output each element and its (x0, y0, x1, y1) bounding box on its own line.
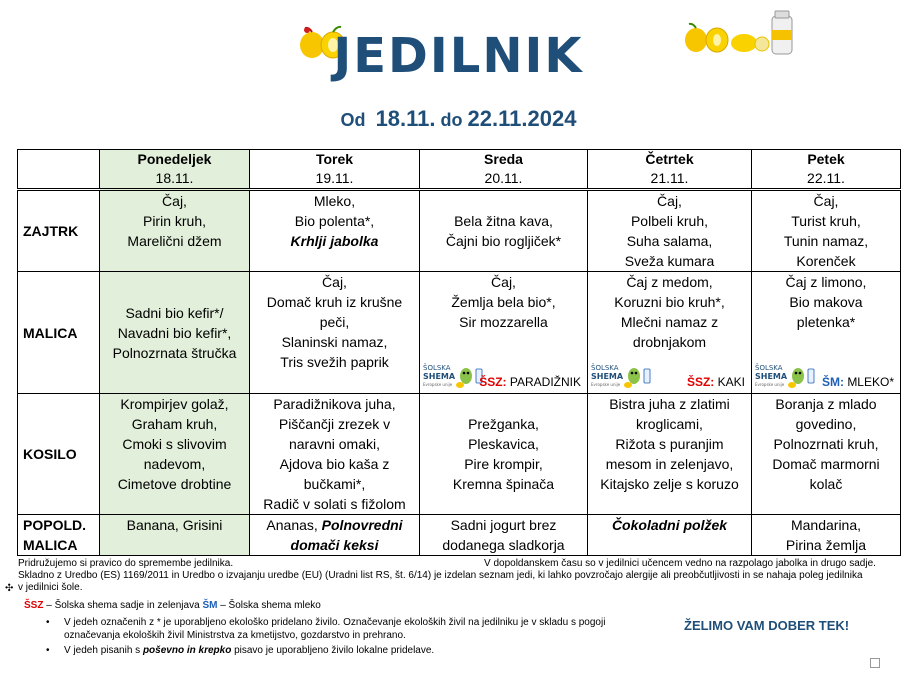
food-item: Mlečni namaz z (620, 314, 719, 330)
food-item: Polnozrnata štručka (112, 344, 237, 361)
food-item: Pleskavica, (468, 436, 539, 452)
food-item: peči, (319, 314, 350, 330)
badge-label (822, 375, 894, 389)
cell-malica-wed (420, 272, 588, 394)
food-item: Rižota s puranjim (615, 436, 724, 452)
day-header-tuesday (250, 150, 420, 190)
corner-cell (18, 150, 100, 190)
cell-malica-mon (100, 272, 250, 394)
from-date: 18.11. (375, 106, 436, 131)
school-scheme-logo-icon (422, 361, 484, 391)
badge-code: ŠSZ: (686, 375, 715, 389)
day-header-wednesday (420, 150, 588, 190)
food-item: Prežganka, (468, 416, 539, 432)
food-item: Krompirjev golaž, (120, 396, 229, 412)
cell-malica-thu (588, 272, 752, 394)
food-item: Marelični džem (127, 233, 222, 249)
food-item: Sadni bio kefir*/ (125, 304, 224, 321)
cell-zajtrk-thu (588, 190, 752, 272)
legend-sm-code: ŠM (202, 600, 218, 611)
note-allergens-cont: v jedilnici šole. (18, 582, 83, 593)
food-item: mesom in zelenjavo, (605, 456, 734, 472)
food-item: Sir mozzarella (459, 314, 548, 330)
cell-kosilo-tue (250, 394, 420, 515)
date-range (0, 106, 917, 132)
food-item: Boranja z mlado (775, 396, 877, 412)
food-item: Čajni bio rogljiček* (445, 233, 562, 249)
badge-code: ŠSZ: (479, 375, 507, 389)
badge-item: KAKI (717, 375, 745, 389)
logo-line3: Evropske unije (423, 382, 453, 387)
school-scheme-logo-icon (590, 361, 652, 391)
food-item: pletenka* (796, 314, 856, 330)
food-item-local: Polnovredni (321, 517, 403, 533)
move-handle-icon[interactable]: ✣ (5, 583, 14, 594)
food-item: Čaj, (657, 193, 682, 209)
note-changes: Pridružujemo si pravico do spremembe jedilnika. (18, 558, 234, 569)
cell-popold-fri (752, 515, 901, 556)
badge-label (479, 375, 581, 389)
food-item: Bio makova (789, 294, 863, 310)
logo-line3: Evropske unije (591, 382, 621, 387)
bullet-organic: • V jedeh označenih z * je uporabljeno ekološko pridelano živilo. Označevanje ekoloških živil na jedilniku je v skladu s pogoji označevanja ekoloških živil Ministrstva za kmetijstvo, gozdarstvo in prehrano. (46, 616, 646, 642)
note-allergens: Skladno z Uredbo (ES) 1169/2011 in Uredbo o izvajanju uredbe (EU) (Uradni list RS, št. 6/14) je izdelan seznam jedi, ki lahko povzročajo alergije ali preobčutljivosti in se nahaja poleg jedilnika (18, 570, 863, 581)
food-item: Pirina žemlja (785, 537, 867, 553)
day-header-thursday (588, 150, 752, 190)
food-item: Korenček (796, 253, 856, 269)
cell-kosilo-fri (752, 394, 901, 515)
food-item: Pire krompir, (464, 456, 543, 472)
day-date: 19.11. (315, 170, 354, 186)
cell-popold-wed (420, 515, 588, 556)
bullet-local (46, 644, 646, 657)
food-item-local: Čokoladni polžek (611, 517, 728, 533)
day-date: 21.11. (650, 170, 689, 186)
day-name: Torek (315, 151, 354, 167)
food-item: Čaj, (322, 274, 347, 290)
logo-line2: SHEMA (591, 372, 624, 381)
food-item (252, 515, 417, 535)
day-date: 18.11. (155, 170, 194, 186)
bullet-local-bold: poševno in krepko (142, 645, 232, 656)
row-kosilo (18, 394, 901, 515)
food-item: Mandarina, (790, 517, 862, 533)
note-fruit: V dopoldanskem času so v jedilnici učencem vedno na razpolago jabolka in drugo sadje. (484, 558, 876, 569)
row-label: ZAJTRK (18, 190, 100, 272)
food-item: Cimetove drobtine (117, 476, 232, 492)
row-label (18, 515, 100, 556)
logo-line1: ŠOLSKA (591, 364, 619, 372)
food-item: drobnjakom (632, 334, 707, 350)
food-item: Čaj, (813, 193, 839, 209)
food-item: govedino, (795, 416, 857, 432)
food-item: Čaj z medom, (626, 274, 713, 290)
to-label: do (440, 110, 463, 130)
logo-line3: Evropske unije (755, 382, 785, 387)
cell-zajtrk-mon (100, 190, 250, 272)
cell-kosilo-wed (420, 394, 588, 515)
menu-table (17, 149, 901, 556)
food-item: naravni omaki, (288, 436, 381, 452)
cell-zajtrk-fri (752, 190, 901, 272)
food-item: Bela žitna kava, (454, 213, 553, 229)
legend-sm-text: – Šolska shema mleko (217, 600, 321, 611)
food-item: kroglicami, (636, 416, 703, 432)
food-item: Bio polenta*, (294, 213, 375, 229)
logo-line2: SHEMA (755, 372, 788, 381)
food-item: Čaj, (491, 274, 516, 290)
badge-item: MLEKO* (847, 375, 894, 389)
cell-popold-tue (250, 515, 420, 556)
day-date: 20.11. (484, 170, 523, 186)
food-item: Turist kruh, (791, 213, 861, 229)
food-item: Kitajsko zelje s koruzo (600, 476, 739, 492)
logo-line1: ŠOLSKA (755, 364, 783, 372)
row-label: KOSILO (18, 394, 100, 515)
food-item: Tunin namaz, (783, 233, 869, 249)
food-item: Suha salama, (626, 233, 713, 249)
day-name: Ponedeljek (137, 151, 212, 167)
food-item: Paradižnikova juha, (273, 396, 396, 412)
school-scheme-badge (588, 363, 751, 391)
food-item: kolač (809, 476, 843, 492)
food-item: Tris svežih paprik (280, 354, 389, 370)
food-item: Slaninski namaz, (281, 334, 388, 350)
food-item: Domač kruh iz krušne (266, 294, 403, 310)
food-item: Pirin kruh, (142, 213, 207, 229)
cell-malica-fri (752, 272, 901, 394)
day-header-monday (100, 150, 250, 190)
row-popoldanska-malica (18, 515, 901, 556)
food-item: Žemlja bela bio*, (451, 294, 556, 310)
bullet-local-post: pisavo je uporabljeno živilo lokalne pridelave. (231, 645, 435, 656)
badge-label (687, 375, 745, 389)
school-scheme-badge (420, 363, 587, 391)
school-scheme-badge (752, 363, 900, 391)
legend (24, 600, 321, 612)
row-label: MALICA (18, 272, 100, 394)
cell-kosilo-thu (588, 394, 752, 515)
day-name: Sreda (484, 151, 523, 167)
food-item: Polnozrnati kruh, (773, 436, 879, 452)
food-item: Banana, Grisini (126, 517, 223, 533)
bullet-list (46, 616, 646, 659)
to-date: 22.11.2024 (467, 106, 577, 131)
food-item: Čaj, (162, 193, 187, 209)
food-item: Piščančji zrezek v (278, 416, 391, 432)
row-label-line: MALICA (23, 537, 78, 553)
food-item: Koruzni bio kruh*, (614, 294, 725, 310)
badge-code: ŠM: (821, 375, 844, 389)
food-item: Graham kruh, (131, 416, 218, 432)
header-row (18, 150, 901, 190)
food-item-local: Krhlji jabolka (290, 233, 379, 249)
cell-popold-mon (100, 515, 250, 556)
school-scheme-logo-icon (754, 361, 816, 391)
cell-popold-thu (588, 515, 752, 556)
cell-malica-tue (250, 272, 420, 394)
logo-line1: ŠOLSKA (423, 364, 451, 372)
food-item-plain: Ananas, (266, 517, 318, 533)
food-item: Cmoki s slivovim (122, 436, 227, 452)
food-item: Polbeli kruh, (630, 213, 709, 229)
logo-line2: SHEMA (423, 372, 456, 381)
food-item: Radič v solati s fižolom (263, 496, 406, 512)
legend-ssz-text: – Šolska shema sadje in zelenjava (43, 600, 203, 611)
enjoy-message: ŽELIMO VAM DOBER TEK! (684, 618, 850, 633)
food-item: bučkami*, (303, 476, 366, 492)
page-title: JEDILNIK (333, 28, 584, 84)
food-item-local: domači keksi (290, 537, 379, 553)
food-item: nadevom, (143, 456, 206, 472)
cell-zajtrk-tue (250, 190, 420, 272)
row-zajtrk (18, 190, 901, 272)
day-header-friday (752, 150, 901, 190)
cell-kosilo-mon (100, 394, 250, 515)
food-item: dodanega sladkorja (442, 537, 565, 553)
checkbox-icon[interactable] (870, 658, 880, 668)
food-item: Sadni jogurt brez (450, 517, 557, 533)
row-label-line: POPOLD. (23, 517, 87, 533)
food-item: Bistra juha z zlatimi (609, 396, 730, 412)
day-date: 22.11. (807, 170, 845, 186)
badge-item: PARADIŽNIK (509, 375, 581, 389)
legend-ssz-code: ŠSZ (24, 600, 44, 611)
from-label: Od (340, 110, 366, 130)
food-item: Navadni bio kefir*, (117, 324, 232, 341)
day-name: Petek (807, 151, 845, 167)
food-item: Domač marmorni (772, 456, 880, 472)
food-item: Sveža kumara (624, 253, 715, 269)
day-name: Četrtek (645, 151, 694, 167)
food-item: Čaj z limono, (785, 274, 867, 290)
food-item: Mleko, (313, 193, 356, 209)
bullet-local-pre: V jedeh pisanih s (64, 645, 143, 656)
row-malica (18, 272, 901, 394)
food-item: Kremna špinača (452, 476, 555, 492)
food-item: Ajdova bio kaša z (279, 456, 390, 472)
cell-zajtrk-wed (420, 190, 588, 272)
